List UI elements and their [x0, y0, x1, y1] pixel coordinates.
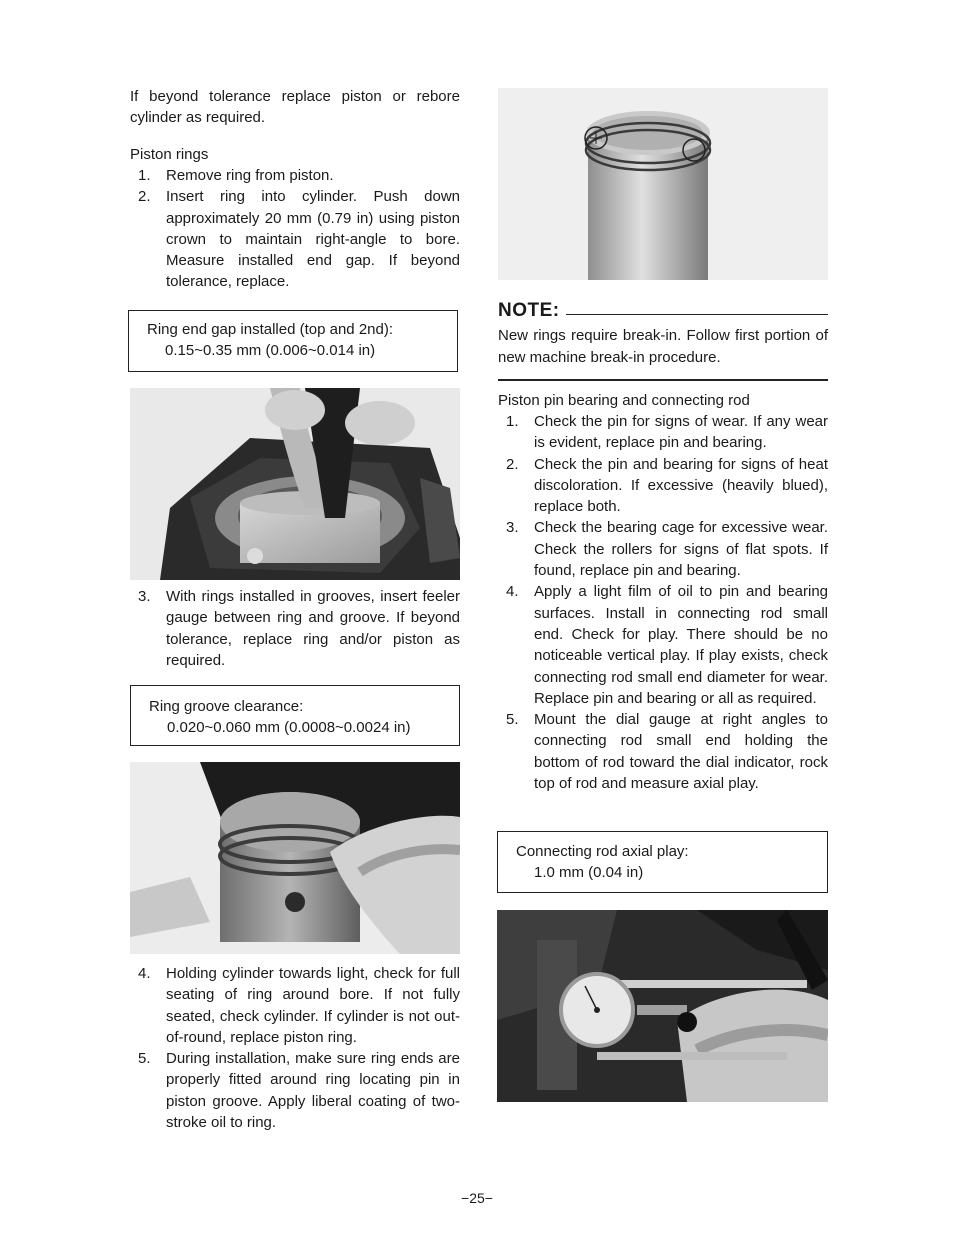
dial-gauge-photo	[497, 910, 828, 1102]
piston-photo	[498, 88, 828, 280]
list-item: 3. Check the bearing cage for excessive wear. Check the rollers for signs of flat spots. If found, replace pin and bearing.	[506, 519, 828, 580]
note-top-rule	[566, 314, 828, 316]
note-text: New rings require break-in. Follow first portion of new machine break-in procedure.	[498, 327, 828, 366]
list-item: 3. With rings installed in grooves, insert feeler gauge between ring and groove. If beyond tolerance, replace ring and/or piston as required.	[138, 588, 460, 669]
piston-rings-steps-a	[130, 165, 460, 293]
note-heading: NOTE:	[498, 300, 560, 321]
page-number: −25−	[461, 1190, 493, 1206]
ring-in-cylinder-photo	[130, 388, 460, 580]
list-item: 1. Check the pin for signs of wear. If any wear is evident, replace pin and bearing.	[506, 413, 828, 452]
piston-rings-steps-c	[130, 963, 460, 1133]
list-item: 2. Insert ring into cylinder. Push down approximately 20 mm (0.79 in) using piston crown to maintain right-angle to bore. Measure installed end gap. If beyond tolerance, replace.	[138, 188, 460, 291]
ring-end-gap-spec-box: Ring end gap installed (top and 2nd): 0.15~0.35 mm (0.006~0.014 in)	[128, 310, 458, 372]
list-item: 5. During installation, make sure ring ends are properly fitted around ring locating pin in piston groove. Apply liberal coating of two-stroke oil to ring.	[138, 1050, 460, 1132]
piston-pin-steps	[498, 411, 828, 794]
piston-rings-title: Piston rings	[130, 146, 209, 163]
piston-pin-title: Piston pin bearing and connecting rod	[498, 392, 750, 409]
list-item: 2. Check the pin and bearing for signs of heat discoloration. If excessive (heavily blued), replace both.	[506, 455, 828, 516]
list-item: 4. Holding cylinder towards light, check for full seating of ring around bore. If not fully seated, check cylinder. If cylinder is not out-of-round, replace piston ring.	[138, 965, 460, 1046]
feeler-gauge-photo	[130, 762, 460, 954]
connecting-rod-axial-play-spec-box: Connecting rod axial play: 1.0 mm (0.04 in)	[497, 831, 828, 893]
note-bottom-rule	[498, 379, 828, 381]
list-item: 4. Apply a light film of oil to pin and bearing surfaces. Install in connecting rod small end. Check for play. There should be no noticeable vertical play. If play exists, check connecting rod small end diameter for wear. Replace pin and bearing or all as required.	[506, 583, 828, 707]
list-item: 1. Remove ring from piston.	[138, 167, 334, 184]
ring-groove-clearance-spec-box: Ring groove clearance: 0.020~0.060 mm (0.0008~0.0024 in)	[130, 685, 460, 746]
note-block	[498, 300, 828, 368]
intro-paragraph: If beyond tolerance replace piston or rebore cylinder as required.	[130, 88, 460, 127]
piston-rings-steps-b	[130, 586, 460, 671]
list-item: 5. Mount the dial gauge at right angles to connecting rod small end holding the bottom of rod toward the dial indicator, rock top of rod and measure axial play.	[506, 711, 828, 793]
